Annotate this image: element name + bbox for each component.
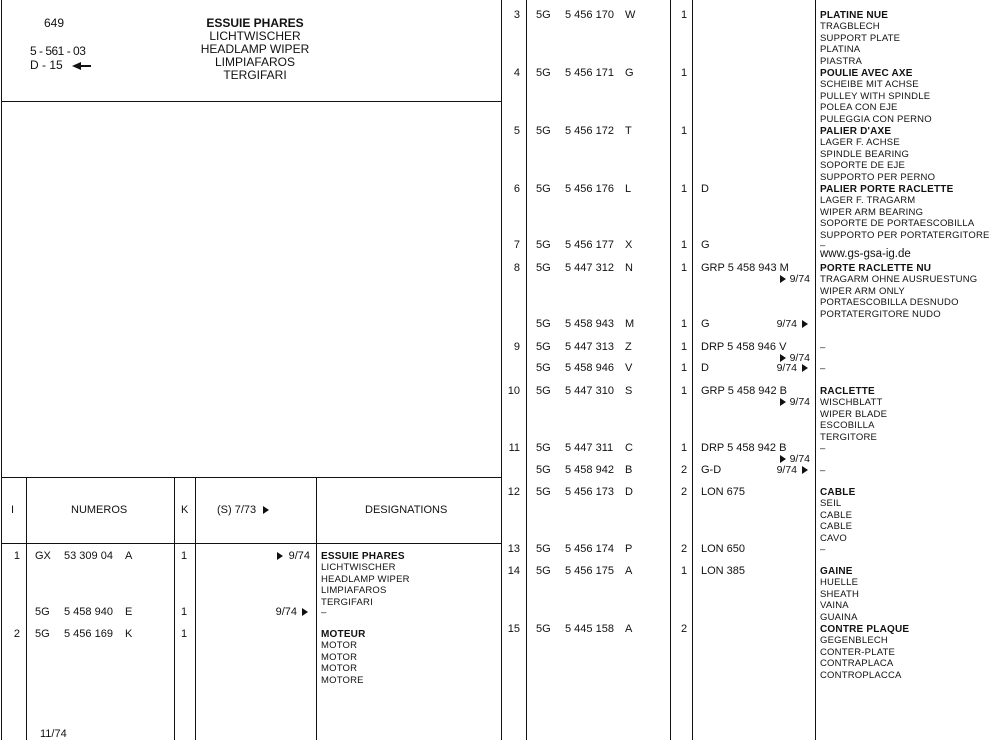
designation-translation: SUPPORTO PER PERNO — [820, 171, 936, 183]
triangle-right-icon — [780, 455, 786, 463]
fitting-note: GRP 5 458 943 M — [701, 262, 789, 274]
designation-translation: LIMPIAFAROS — [321, 585, 387, 597]
part-number: 5 458 946 — [565, 362, 614, 374]
part-suffix: P — [625, 543, 633, 555]
date-value: 9/74 — [789, 396, 810, 408]
quantity: 1 — [681, 125, 688, 137]
designation-translation: MOTOR — [321, 640, 358, 652]
quantity: 1 — [681, 341, 688, 353]
fitting-note: LON 385 — [701, 565, 746, 577]
designation-title: PALIER D'AXE — [820, 126, 892, 137]
designation-title: GAINE — [820, 566, 853, 577]
quantity: 2 — [681, 464, 688, 476]
part-number: 5 447 313 — [565, 341, 614, 353]
designation-title: PALIER PORTE RACLETTE — [820, 184, 954, 195]
designation-translation: LICHTWISCHER — [321, 562, 396, 574]
designation-translation: MOTOR — [321, 651, 358, 663]
title-block — [175, 17, 335, 82]
part-number: 5 456 171 — [565, 67, 614, 79]
designation-translation: HUELLE — [820, 577, 859, 589]
fitting-note: G — [701, 318, 710, 330]
row-index: 5 — [513, 125, 520, 137]
designation — [321, 551, 410, 608]
part-number: 5 456 172 — [565, 125, 614, 137]
triangle-right-icon — [302, 608, 308, 616]
fitting-note: DRP 5 458 942 B — [701, 442, 787, 454]
date-value: 9/74 — [789, 453, 810, 465]
footer-date: 11/74 — [40, 728, 67, 740]
title-es: LIMPIAFAROS — [214, 55, 296, 69]
part-prefix: 5G — [536, 565, 551, 577]
part-prefix: 5G — [536, 362, 551, 374]
designation-translation: POLEA CON EJE — [820, 102, 898, 114]
designation-translation: MOTOR — [321, 663, 358, 675]
row-index: 12 — [507, 486, 520, 498]
designation — [820, 386, 887, 443]
designation — [820, 126, 935, 183]
part-prefix: 5G — [536, 183, 551, 195]
quantity: 1 — [681, 318, 688, 330]
designation-translation: WIPER ARM BEARING — [820, 206, 924, 218]
quantity: 1 — [181, 550, 188, 562]
part-prefix: 5G — [35, 628, 50, 640]
designation-translation: CONTER-PLATE — [820, 646, 896, 658]
triangle-right-icon — [802, 466, 808, 474]
triangle-right-icon — [802, 364, 808, 372]
part-prefix: 5G — [536, 67, 551, 79]
designation-title: ESSUIE PHARES — [321, 551, 405, 562]
part-suffix: L — [625, 183, 632, 195]
part-suffix: S — [625, 385, 633, 397]
date-value: 9/74 — [776, 362, 797, 374]
designation-translation: TRAGARM OHNE AUSRUESTUNG — [820, 274, 978, 286]
designation — [820, 624, 909, 681]
designation — [820, 465, 825, 476]
part-suffix: B — [625, 464, 633, 476]
designation-translation: ESCOBILLA — [820, 420, 875, 432]
fitting-note: G — [701, 239, 710, 251]
part-prefix: 5G — [536, 442, 551, 454]
triangle-right-icon — [780, 398, 786, 406]
part-number: 5 447 310 — [565, 385, 614, 397]
designation-translation: GUAINA — [820, 611, 858, 623]
row-index: 15 — [507, 623, 520, 635]
part-number: 5 458 942 — [565, 464, 614, 476]
date-note — [700, 362, 810, 374]
designation — [820, 443, 825, 454]
ref-code-2-row — [30, 59, 91, 71]
part-suffix: T — [625, 125, 632, 137]
part-suffix: V — [625, 362, 633, 374]
part-suffix: K — [125, 628, 133, 640]
part-number: 5 445 158 — [565, 623, 614, 635]
part-number: 5 458 940 — [64, 606, 113, 618]
designation-translation: PORTAESCOBILLA DESNUDO — [820, 297, 959, 309]
part-prefix: 5G — [536, 239, 551, 251]
col-header-designations: DESIGNATIONS — [365, 504, 448, 516]
row-index: 2 — [13, 628, 20, 640]
designation — [820, 184, 990, 241]
part-prefix: 5G — [536, 318, 551, 330]
part-number: 5 456 169 — [64, 628, 113, 640]
part-number: 5 447 311 — [565, 442, 614, 454]
rcol-line-s — [815, 0, 816, 740]
designation-translation: CABLE — [820, 509, 853, 521]
part-prefix: 5G — [536, 341, 551, 353]
date-note — [700, 396, 810, 408]
designation — [820, 544, 825, 555]
designation — [820, 566, 859, 623]
designation-translation: – — [820, 240, 826, 251]
part-suffix: D — [625, 486, 633, 498]
col-line-i — [26, 477, 27, 740]
rcol-line-i — [526, 0, 527, 740]
part-suffix: M — [625, 318, 635, 330]
row-index: 3 — [513, 9, 520, 21]
quantity: 1 — [681, 385, 688, 397]
part-prefix: GX — [35, 550, 51, 562]
fitting-note: GRP 5 458 942 B — [701, 385, 788, 397]
designation — [820, 487, 855, 544]
col-header-i: I — [11, 504, 15, 516]
designation-title: CABLE — [820, 487, 856, 498]
designation-translation: LAGER F. ACHSE — [820, 137, 900, 149]
part-prefix: 5G — [536, 486, 551, 498]
designation-translation: VAINA — [820, 600, 849, 612]
part-prefix: 5G — [536, 262, 551, 274]
triangle-right-icon — [802, 320, 808, 328]
designation — [820, 263, 977, 320]
date-note — [200, 606, 310, 618]
designation-translation: CABLE — [820, 521, 853, 533]
quantity: 1 — [681, 183, 688, 195]
part-suffix: Z — [625, 341, 632, 353]
designation-translation: PIASTRA — [820, 55, 863, 67]
designation-translation: PULLEY WITH SPINDLE — [820, 90, 931, 102]
col-header-s-label: (S) 7/73 — [217, 504, 257, 516]
part-prefix: 5G — [536, 623, 551, 635]
part-number: 5 458 943 — [565, 318, 614, 330]
ref-code-1: 5 - 561 - 03 — [30, 44, 86, 58]
designation-title: PORTE RACLETTE NU — [820, 263, 932, 274]
designation-translation: – — [820, 443, 826, 454]
part-number: 5 456 170 — [565, 9, 614, 21]
designation-translation: – — [321, 607, 327, 618]
col-header-s — [217, 504, 271, 516]
part-number: 5 456 175 — [565, 565, 614, 577]
fitting-note: D — [701, 183, 709, 195]
row-index: 8 — [513, 262, 520, 274]
designation-translation: WISCHBLATT — [820, 397, 883, 409]
date-note — [700, 464, 810, 476]
rcol-line-k — [692, 0, 693, 740]
website-text: www.gs-gsa-ig.de — [820, 248, 911, 260]
row-index: 11 — [508, 442, 520, 454]
designation-translation: SUPPORTO PER PORTATERGITORE — [820, 229, 990, 241]
row-index: 10 — [507, 385, 520, 397]
title-it: TERGIFARI — [223, 68, 287, 82]
title-fr: ESSUIE PHARES — [206, 16, 304, 30]
designation-translation: SUPPORT PLATE — [820, 32, 901, 44]
designation-translation: CONTRAPLACA — [820, 658, 894, 670]
part-prefix: 5G — [536, 385, 551, 397]
part-prefix: 5G — [536, 543, 551, 555]
designation-translation: SPINDLE BEARING — [820, 148, 910, 160]
date-note — [200, 550, 310, 562]
part-number: 5 456 173 — [565, 486, 614, 498]
table-header-line — [1, 543, 501, 544]
designation — [820, 363, 825, 374]
quantity: 1 — [681, 239, 688, 251]
designation-translation: SHEATH — [820, 588, 860, 600]
row-index: 14 — [507, 565, 520, 577]
rcol-line-num — [670, 0, 671, 740]
table-top-line — [1, 477, 501, 478]
fitting-note: DRP 5 458 946 V — [701, 341, 787, 353]
part-number: 5 456 176 — [565, 183, 614, 195]
fitting-note: LON 650 — [701, 543, 746, 555]
part-suffix: A — [125, 550, 133, 562]
designation-translation: LAGER F. TRAGARM — [820, 195, 916, 207]
quantity: 1 — [181, 628, 188, 640]
date-note — [700, 273, 810, 285]
quantity: 1 — [681, 262, 688, 274]
row-index: 4 — [513, 67, 520, 79]
col-line-k — [195, 477, 196, 740]
row-index: 6 — [513, 183, 520, 195]
col-header-numeros: NUMEROS — [71, 504, 128, 516]
triangle-right-icon — [263, 506, 269, 514]
designation-translation: SCHEIBE MIT ACHSE — [820, 79, 919, 91]
part-suffix: A — [625, 623, 633, 635]
part-prefix: 5G — [536, 125, 551, 137]
quantity: 2 — [681, 623, 688, 635]
part-suffix: G — [625, 67, 634, 79]
designation-translation: – — [820, 465, 826, 476]
quantity: 1 — [681, 362, 688, 374]
title-en: HEADLAMP WIPER — [200, 42, 310, 56]
part-suffix: W — [625, 9, 636, 21]
triangle-right-icon — [780, 354, 786, 362]
designation-translation: TERGIFARI — [321, 596, 373, 608]
part-suffix: E — [125, 606, 133, 618]
designation-translation: MOTORE — [321, 674, 364, 686]
date-value: 9/74 — [789, 273, 810, 285]
arrow-left-icon — [72, 58, 91, 72]
designation-translation: CAVO — [820, 532, 848, 544]
designation-translation: – — [820, 363, 826, 374]
designation — [321, 607, 326, 618]
designation-translation: CONTROPLACCA — [820, 669, 902, 681]
designation-title: RACLETTE — [820, 386, 875, 397]
date-value: 9/74 — [776, 318, 797, 330]
date-value: 9/74 — [275, 606, 297, 618]
ref-code-2: D - 15 — [30, 58, 63, 72]
designation-translation: PULEGGIA CON PERNO — [820, 113, 932, 125]
row-index: 9 — [513, 341, 520, 353]
part-number: 5 447 312 — [565, 262, 614, 274]
designation-translation: WIPER ARM ONLY — [820, 285, 905, 297]
designation-translation: PORTATERGITORE NUDO — [820, 308, 941, 320]
designation-translation: TRAGBLECH — [820, 21, 880, 33]
designation-translation: – — [820, 544, 826, 555]
designation-translation: GEGENBLECH — [820, 635, 888, 647]
designation-translation: SOPORTE DE EJE — [820, 160, 905, 172]
quantity: 1 — [681, 565, 688, 577]
quantity: 1 — [681, 67, 688, 79]
part-suffix: N — [625, 262, 633, 274]
part-suffix: X — [625, 239, 633, 251]
quantity: 1 — [681, 9, 688, 21]
designation — [820, 68, 932, 125]
part-prefix: 5G — [536, 9, 551, 21]
triangle-right-icon — [277, 552, 283, 560]
date-value: 9/74 — [789, 352, 810, 364]
designation-translation: – — [820, 342, 826, 353]
title-de: LICHTWISCHER — [209, 29, 301, 43]
col-line-s — [316, 477, 317, 740]
fitting-note: G-D — [701, 464, 722, 476]
part-number: 5 456 177 — [565, 239, 614, 251]
part-prefix: 5G — [536, 464, 551, 476]
fitting-note: D — [701, 362, 709, 374]
designation-translation: SEIL — [820, 498, 842, 510]
designation-translation: SOPORTE DE PORTAESCOBILLA — [820, 218, 975, 230]
designation-translation: WIPER BLADE — [820, 408, 888, 420]
designation — [321, 629, 366, 686]
quantity: 1 — [681, 442, 688, 454]
part-number: 5 456 174 — [565, 543, 614, 555]
designation-title: CONTRE PLAQUE — [820, 624, 910, 635]
designation — [820, 342, 825, 353]
designation-title: POULIE AVEC AXE — [820, 68, 913, 79]
triangle-right-icon — [780, 275, 786, 283]
header-divider — [1, 101, 501, 102]
row-index: 7 — [513, 239, 520, 251]
page-number: 649 — [44, 16, 65, 30]
designation-translation: PLATINA — [820, 44, 861, 56]
part-suffix: C — [625, 442, 633, 454]
designation-translation: TERGITORE — [820, 431, 878, 443]
quantity: 1 — [181, 606, 188, 618]
designation-title: MOTEUR — [321, 629, 366, 640]
row-index: 1 — [13, 550, 20, 562]
row-index: 13 — [507, 543, 520, 555]
designation-translation: HEADLAMP WIPER — [321, 573, 410, 585]
col-header-k: K — [181, 504, 189, 516]
fitting-note: LON 675 — [701, 486, 746, 498]
part-suffix: A — [625, 565, 633, 577]
part-number: 53 309 04 — [64, 550, 113, 562]
quantity: 2 — [681, 543, 688, 555]
date-value: 9/74 — [288, 550, 310, 562]
quantity: 2 — [681, 486, 688, 498]
part-prefix: 5G — [35, 606, 50, 618]
designation — [820, 10, 900, 67]
date-value: 9/74 — [776, 464, 797, 476]
designation-title: PLATINE NUE — [820, 10, 889, 21]
date-note — [700, 318, 810, 330]
col-line-num — [174, 477, 175, 740]
